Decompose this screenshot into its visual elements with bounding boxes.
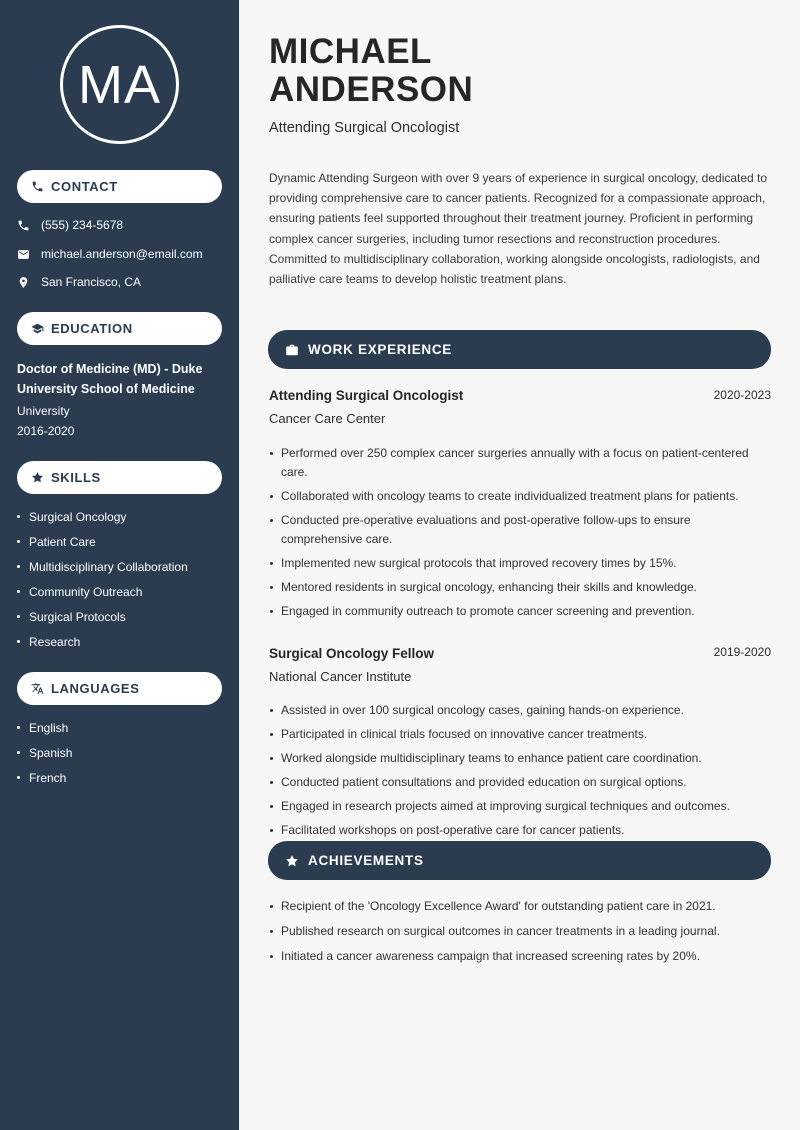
- skills-heading-label: SKILLS: [51, 470, 101, 485]
- languages-heading: [17, 672, 222, 705]
- job-role: Attending Surgical Oncologist: [269, 388, 464, 403]
- job-role: Surgical Oncology Fellow: [269, 646, 435, 661]
- skills-list: [17, 504, 188, 654]
- work-experience-heading: [268, 330, 771, 369]
- candidate-name: [269, 33, 473, 109]
- list-item: Patient Care: [17, 529, 188, 554]
- list-item: Conducted pre-operative evaluations and post-operative follow-ups to ensure comprehensive care.: [269, 511, 774, 549]
- contact-location: [17, 275, 141, 289]
- translate-icon: [31, 682, 44, 695]
- job-bullets: [269, 444, 774, 626]
- list-item: Spanish: [17, 740, 72, 765]
- contact-email: [17, 247, 203, 261]
- job-dates: 2019-2020: [713, 645, 771, 659]
- sidebar: [0, 0, 239, 1130]
- candidate-title: Attending Surgical Oncologist: [269, 120, 460, 136]
- monogram-avatar: MA: [60, 25, 179, 144]
- achievements-heading: [268, 841, 771, 880]
- phone-icon: [17, 219, 30, 232]
- list-item: Performed over 250 complex cancer surgeries annually with a focus on patient-centered care.: [269, 444, 774, 482]
- list-item: Initiated a cancer awareness campaign that increased screening rates by 20%.: [269, 947, 774, 966]
- contact-heading-label: CONTACT: [51, 179, 118, 194]
- job-organization: National Cancer Institute: [269, 669, 412, 684]
- education-institution: University: [17, 404, 70, 418]
- list-item: Research: [17, 629, 188, 654]
- location-pin-icon: [17, 276, 30, 289]
- languages-heading-label: LANGUAGES: [51, 681, 140, 696]
- contact-phone: [17, 218, 123, 232]
- achievements-list: [269, 897, 774, 972]
- phone-text: (555) 234-5678: [41, 218, 124, 232]
- job-dates: 2020-2023: [713, 388, 771, 402]
- profile-summary: Dynamic Attending Surgeon with over 9 years of experience in surgical oncology, dedicated to providing comprehensive care to cancer patients. Recognized for a compassionate approach, ensuring patients feel supported throughout their treatment journey. Proficient in performing complex cancer surgeries, including tumor resections and reconstruction procedures. Committed to multidisciplinary collaboration, working alongside oncologists, radiologists, and palliative care teams to develop holistic treatment plans.: [269, 171, 768, 287]
- work-heading-label: WORK EXPERIENCE: [308, 342, 453, 357]
- education-heading-label: EDUCATION: [51, 321, 133, 336]
- education-years: 2016-2020: [17, 424, 75, 438]
- list-item: Collaborated with oncology teams to create individualized treatment plans for patients.: [269, 487, 774, 506]
- email-text: michael.anderson@email.com: [41, 247, 203, 261]
- list-item: Mentored residents in surgical oncology, enhancing their skills and knowledge.: [269, 578, 774, 597]
- star-icon: [285, 854, 299, 868]
- list-item: Surgical Protocols: [17, 604, 188, 629]
- mail-icon: [17, 248, 30, 261]
- list-item: Engaged in community outreach to promote cancer screening and prevention.: [269, 602, 774, 621]
- list-item: Community Outreach: [17, 579, 188, 604]
- list-item: Participated in clinical trials focused on innovative cancer treatments.: [269, 725, 774, 744]
- name-line-last: ANDERSON: [269, 70, 474, 109]
- job-organization: Cancer Care Center: [269, 411, 386, 426]
- achievements-heading-label: ACHIEVEMENTS: [308, 853, 424, 868]
- main-content: [239, 0, 800, 1130]
- list-item: Facilitated workshops on post-operative care for cancer patients.: [269, 821, 774, 840]
- list-item: French: [17, 765, 72, 790]
- contact-heading: [17, 170, 222, 203]
- list-item: Surgical Oncology: [17, 504, 188, 529]
- name-line-first: MICHAEL: [269, 32, 432, 71]
- star-icon: [31, 471, 44, 484]
- skills-heading: [17, 461, 222, 494]
- briefcase-icon: [285, 343, 299, 357]
- languages-list: [17, 715, 72, 790]
- list-item: Conducted patient consultations and provided education on surgical options.: [269, 773, 774, 792]
- location-text: San Francisco, CA: [41, 275, 142, 289]
- list-item: Assisted in over 100 surgical oncology cases, gaining hands-on experience.: [269, 701, 774, 720]
- list-item: Published research on surgical outcomes in cancer treatments in a leading journal.: [269, 922, 774, 941]
- education-degree: Doctor of Medicine (MD) - Duke University School of Medicine: [17, 362, 203, 396]
- job-bullets: [269, 701, 774, 845]
- list-item: Recipient of the 'Oncology Excellence Award' for outstanding patient care in 2021.: [269, 897, 774, 916]
- list-item: Multidisciplinary Collaboration: [17, 554, 188, 579]
- list-item: English: [17, 715, 72, 740]
- list-item: Implemented new surgical protocols that improved recovery times by 15%.: [269, 554, 774, 573]
- graduation-cap-icon: [31, 322, 44, 335]
- education-heading: [17, 312, 222, 345]
- list-item: Worked alongside multidisciplinary teams to enhance patient care coordination.: [269, 749, 774, 768]
- phone-icon: [31, 180, 44, 193]
- list-item: Engaged in research projects aimed at improving surgical techniques and outcomes.: [269, 797, 774, 816]
